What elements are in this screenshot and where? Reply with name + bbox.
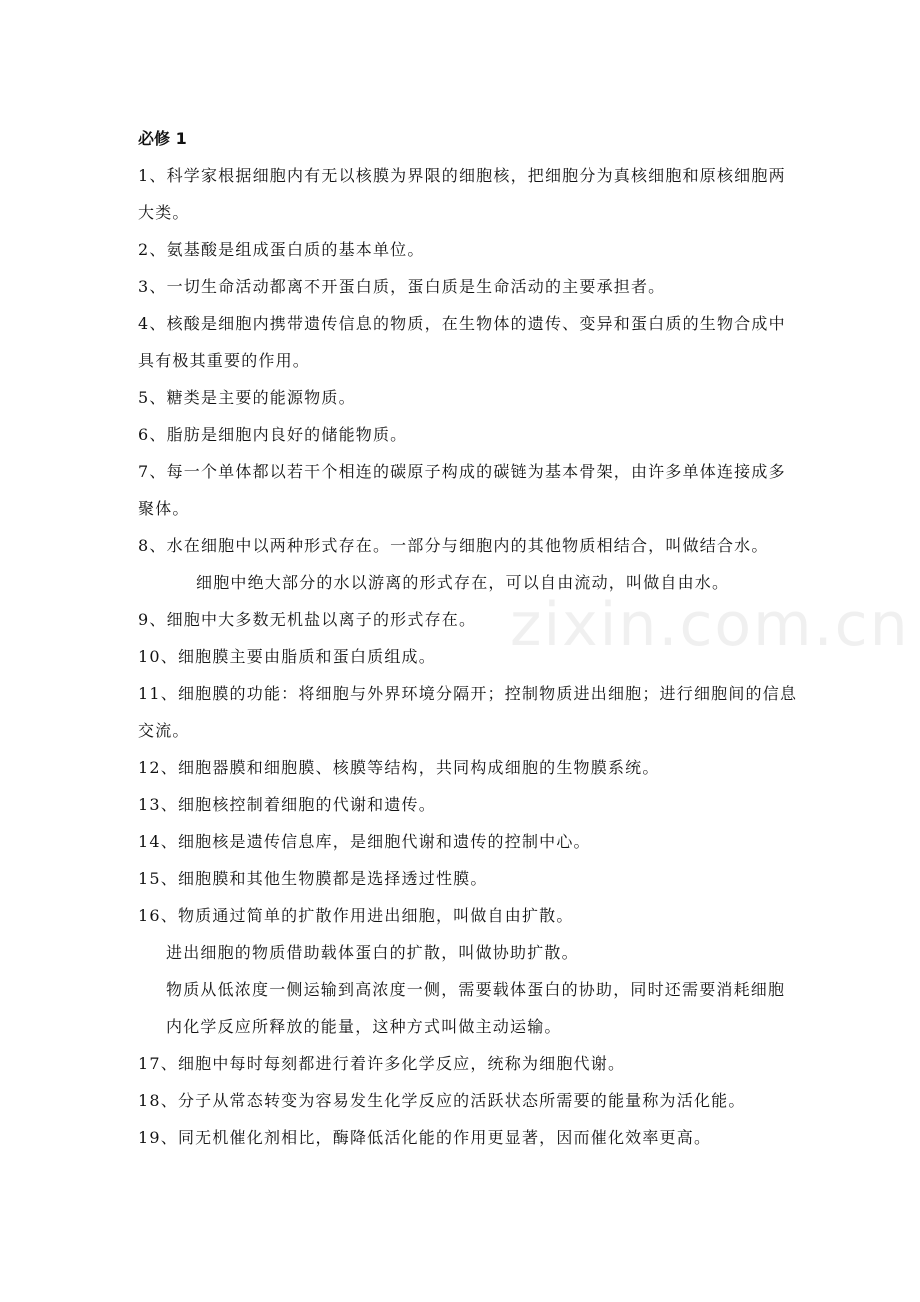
paragraph-7: 7、每一个单体都以若干个相连的碳原子构成的碳链为基本骨架，由许多单体连接成多聚体。: [138, 462, 786, 518]
paragraph-8-continued: 细胞中绝大部分的水以游离的形式存在，可以自由流动，叫做自由水。: [196, 573, 730, 592]
document-body: [138, 120, 798, 1156]
paragraph-16: 16、物质通过简单的扩散作用进出细胞，叫做自由扩散。: [138, 906, 574, 925]
paragraph-11: 11、细胞膜的功能：将细胞与外界环境分隔开；控制物质进出细胞；进行细胞间的信息交流。: [138, 684, 798, 740]
paragraph-12: 12、细胞器膜和细胞膜、核膜等结构，共同构成细胞的生物膜系统。: [138, 758, 660, 777]
paragraph-3: 3、一切生命活动都离不开蛋白质，蛋白质是生命活动的主要承担者。: [138, 277, 666, 296]
paragraph-8: 8、水在细胞中以两种形式存在。一部分与细胞内的其他物质相结合，叫做结合水。: [138, 536, 769, 555]
paragraph-13: 13、细胞核控制着细胞的代谢和遗传。: [138, 795, 436, 814]
paragraph-15: 15、细胞膜和其他生物膜都是选择透过性膜。: [138, 869, 488, 888]
watermark: zixin.com.cn: [510, 590, 910, 660]
paragraph-19: 19、同无机催化剂相比，酶降低活化能的作用更显著，因而催化效率更高。: [138, 1128, 712, 1147]
paragraph-9: 9、细胞中大多数无机盐以离子的形式存在。: [138, 610, 477, 629]
paragraph-16-continued-1: 进出细胞的物质借助载体蛋白的扩散，叫做协助扩散。: [166, 943, 579, 962]
paragraph-14: 14、细胞核是遗传信息库，是细胞代谢和遗传的控制中心。: [138, 832, 591, 851]
paragraph-2: 2、氨基酸是组成蛋白质的基本单位。: [138, 240, 425, 259]
paragraph-16-continued-2: 物质从低浓度一侧运输到高浓度一侧，需要载体蛋白的协助，同时还需要消耗细胞内化学反应所释放的能量，这种方式叫做主动运输。: [166, 980, 786, 1036]
section-heading: 必修 1: [138, 129, 187, 148]
paragraph-6: 6、脂肪是细胞内良好的储能物质。: [138, 425, 408, 444]
paragraph-10: 10、细胞膜主要由脂质和蛋白质组成。: [138, 647, 436, 666]
paragraph-5: 5、糖类是主要的能源物质。: [138, 388, 356, 407]
paragraph-18: 18、分子从常态转变为容易发生化学反应的活跃状态所需要的能量称为活化能。: [138, 1091, 746, 1110]
paragraph-17: 17、细胞中每时每刻都进行着许多化学反应，统称为细胞代谢。: [138, 1054, 626, 1073]
paragraph-1: 1、科学家根据细胞内有无以核膜为界限的细胞核，把细胞分为真核细胞和原核细胞两大类。: [138, 166, 786, 222]
paragraph-4: 4、核酸是细胞内携带遗传信息的物质，在生物体的遗传、变异和蛋白质的生物合成中具有极其重要的作用。: [138, 314, 786, 370]
